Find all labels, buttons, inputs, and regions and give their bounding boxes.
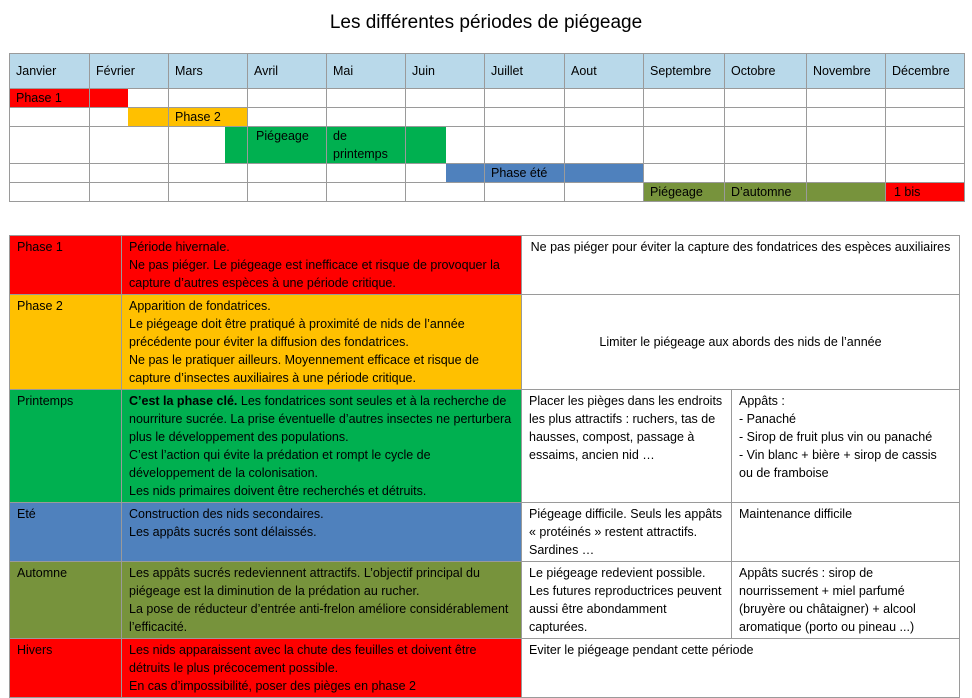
printemps-bar-a: Piégeage [248, 127, 327, 164]
ete-bar: Phase été [485, 164, 565, 183]
calendar-row-automne [10, 183, 965, 202]
month-header: Mai [327, 54, 406, 89]
row-description: Les appâts sucrés redeviennent attractifs. L’objectif principal du piégeage est la diminution de la prédation au rucher. La pose de réducteur d’entrée anti-frelon améliore considérablement l’efficacité. [122, 562, 522, 639]
table-row [10, 390, 960, 503]
calendar-row-printemps [10, 127, 965, 164]
bis-bar: 1 bis [886, 183, 965, 202]
row-placement: Piégeage difficile. Seuls les appâts « protéinés » restent attractifs. Sardines … [522, 503, 732, 562]
month-header: Aout [565, 54, 644, 89]
row-baits: Appâts sucrés : sirop de nourrissement + miel parfumé (bruyère ou châtaigner) + alcool aromatique (porto ou pineau ...) [732, 562, 960, 639]
month-header: Octobre [725, 54, 807, 89]
phase1-bar: Phase 1 [10, 89, 90, 108]
row-advice: Eviter le piégeage pendant cette période [522, 639, 960, 698]
month-header: Mars [169, 54, 248, 89]
row-placement: Placer les pièges dans les endroits les plus attractifs : ruchers, tas de hausses, compost, passage à essaims, ancien nid … [522, 390, 732, 503]
row-label: Phase 1 [10, 236, 122, 295]
printemps-bar-b: de printemps [327, 127, 406, 164]
row-description: C’est la phase clé. Les fondatrices sont seules et à la recherche de nourriture sucrée. La prise éventuelle d’autres insectes ne perturbera plus le développement des populations. C’est l’action qui évite la prédation et rompt le cycle de développement de la colonisation. Les nids primaires doivent être recherchés et détruits. [122, 390, 522, 503]
month-header: Septembre [644, 54, 725, 89]
month-header: Avril [248, 54, 327, 89]
calendar-table [9, 53, 965, 202]
table-row [10, 503, 960, 562]
row-description: Construction des nids secondaires. Les appâts sucrés sont délaissés. [122, 503, 522, 562]
page-title: Les différentes périodes de piégeage [329, 12, 643, 33]
row-baits: Appâts : - Panaché - Sirop de fruit plus vin ou panaché - Vin blanc + bière + sirop de cassis ou de framboise [732, 390, 960, 503]
month-header: Juin [406, 54, 485, 89]
row-placement: Le piégeage redevient possible. Les futures reproductrices peuvent aussi être abondamment capturées. [522, 562, 732, 639]
table-row [10, 639, 960, 698]
row-description: Les nids apparaissent avec la chute des feuilles et doivent être détruits le plus précocement possible. En cas d’impossibilité, poser des pièges en phase 2 [122, 639, 522, 698]
automne-bar-a: Piégeage [644, 183, 725, 202]
automne-bar-b: D’automne [725, 183, 807, 202]
row-description: Période hivernale. Ne pas piéger. Le piégeage est inefficace et risque de provoquer la capture d’autres espèces à une période critique. [122, 236, 522, 295]
row-advice: Ne pas piéger pour éviter la capture des fondatrices des espèces auxiliaires [522, 236, 960, 295]
table-row [10, 562, 960, 639]
phase2-bar: Phase 2 [169, 108, 248, 127]
calendar-row-phase2 [10, 108, 965, 127]
row-advice: Limiter le piégeage aux abords des nids de l’année [522, 295, 960, 390]
calendar-row-phase1 [10, 89, 965, 108]
description-table [9, 235, 960, 698]
row-label: Automne [10, 562, 122, 639]
month-header: Juillet [485, 54, 565, 89]
table-row [10, 295, 960, 390]
month-header-row [10, 54, 965, 89]
calendar-row-ete [10, 164, 965, 183]
table-row [10, 236, 960, 295]
month-header: Février [90, 54, 169, 89]
month-header: Décembre [886, 54, 965, 89]
row-description: Apparition de fondatrices. Le piégeage doit être pratiqué à proximité de nids de l’année précédente pour éviter la diffusion des fondatrices. Ne pas le pratiquer ailleurs. Moyennement efficace et risque de capture d’insectes auxiliaires à une période critique. [122, 295, 522, 390]
month-header: Janvier [10, 54, 90, 89]
row-label: Phase 2 [10, 295, 122, 390]
row-baits: Maintenance difficile [732, 503, 960, 562]
row-label: Printemps [10, 390, 122, 503]
month-header: Novembre [807, 54, 886, 89]
row-label: Hivers [10, 639, 122, 698]
row-label: Eté [10, 503, 122, 562]
